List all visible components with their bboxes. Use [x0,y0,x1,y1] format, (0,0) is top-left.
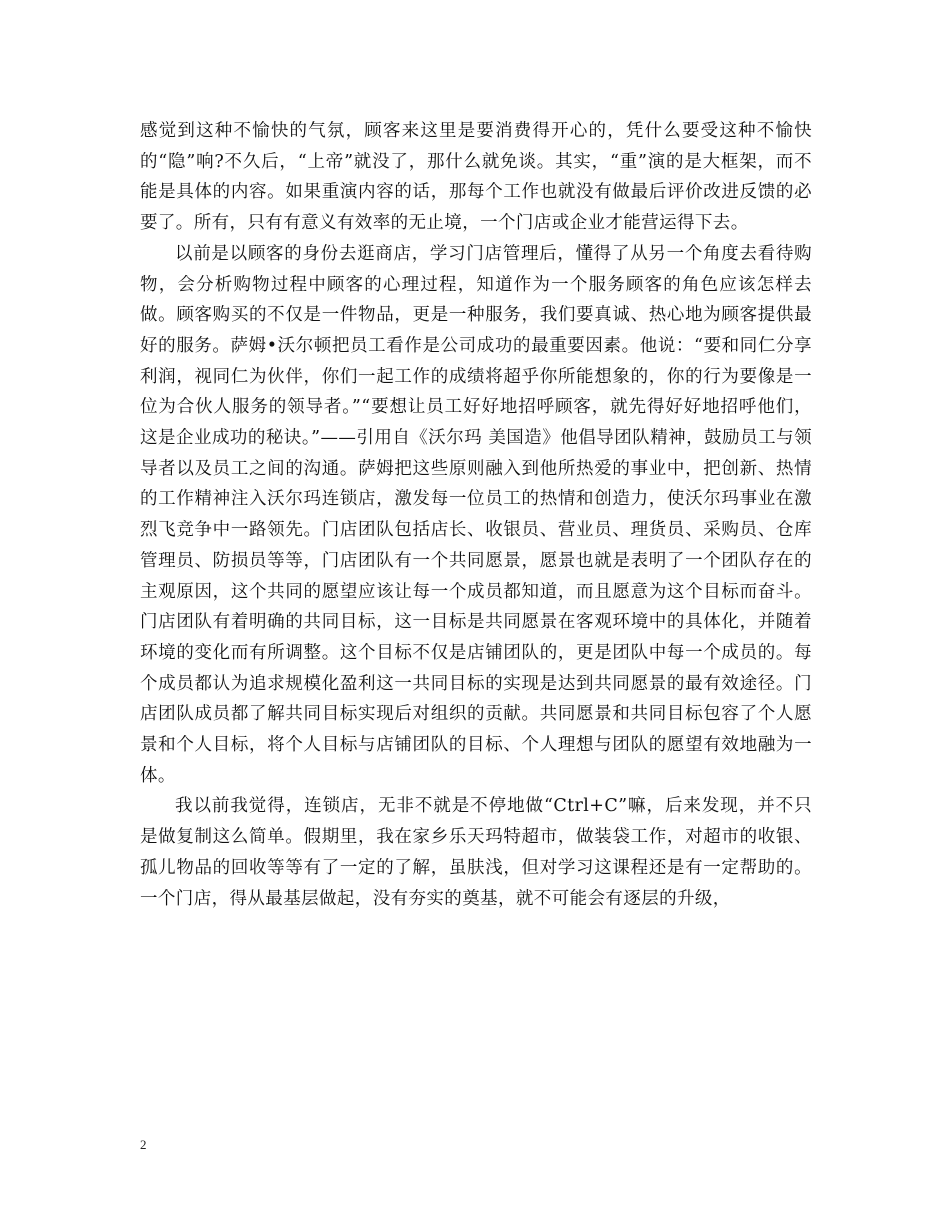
paragraph-2: 以前是以顾客的身份去逛商店，学习门店管理后，懂得了从另一个角度去看待购物，会分析购物过程中顾客的心理过程，知道作为一个服务顾客的角色应该怎样去做。顾客购买的不仅是一件物品，更是一种服务，我们要真诚、热心地为顾客提供最好的服务。萨姆•沃尔顿把员工看作是公司成功的最重要因素。他说：“要和同仁分享利润，视同仁为伙伴，你们一起工作的成绩将超乎你所能想象的，你的行为要像是一位为合伙人服务的领导者。”“要想让员工好好地招呼顾客，就先得好好地招呼他们，这是企业成功的秘诀。”——引用自《沃尔玛 美国造》他倡导团队精神，鼓励员工与领导者以及员工之间的沟通。萨姆把这些原则融入到他所热爱的事业中，把创新、热情的工作精神注入沃尔玛连锁店，激发每一位员工的热情和创造力，使沃尔玛事业在激烈飞竞争中一路领先。门店团队包括店长、收银员、营业员、理货员、采购员、仓库管理员、防损员等等，门店团队有一个共同愿景，愿景也就是表明了一个团队存在的主观原因，这个共同的愿望应该让每一个成员都知道，而且愿意为这个目标而奋斗。门店团队有着明确的共同目标，这一目标是共同愿景在客观环境中的具体化，并随着环境的变化而有所调整。这个目标不仅是店铺团队的，更是团队中每一个成员的。每个成员都认为追求规模化盈利这一共同目标的实现是达到共同愿景的最有效途径。门店团队成员都了解共同目标实现后对组织的贡献。共同愿景和共同目标包容了个人愿景和个人目标，将个人目标与店铺团队的目标、个人理想与团队的愿望有效地融为一体。 [140,243,812,786]
paragraph-3: 我以前我觉得，连锁店，无非不就是不停地做“Ctrl+C”嘛，后来发现，并不只是做复制这么简单。假期里，我在家乡乐天玛特超市，做装袋工作，对超市的收银、孤儿物品的回收等等有了一定的了解，虽肤浅，但对学习这课程还是有一定帮助的。一个门店，得从最基层做起，没有夯实的奠基，就不可能会有逐层的升级， [140,796,812,909]
page-number: 2 [140,1137,147,1152]
paragraph-1: 感觉到这种不愉快的气氛，顾客来这里是要消费得开心的，凭什么要受这种不愉快的“隐”响?不久后，“上帝”就没了，那什么就免谈。其实，“重”演的是大框架，而不能是具体的内容。如果重演内容的话，那每个工作也就没有做最后评价改进反馈的必要了。所有，只有有意义有效率的无止境，一个门店或企业才能营运得下去。 [140,121,812,234]
body-text [140,116,812,914]
